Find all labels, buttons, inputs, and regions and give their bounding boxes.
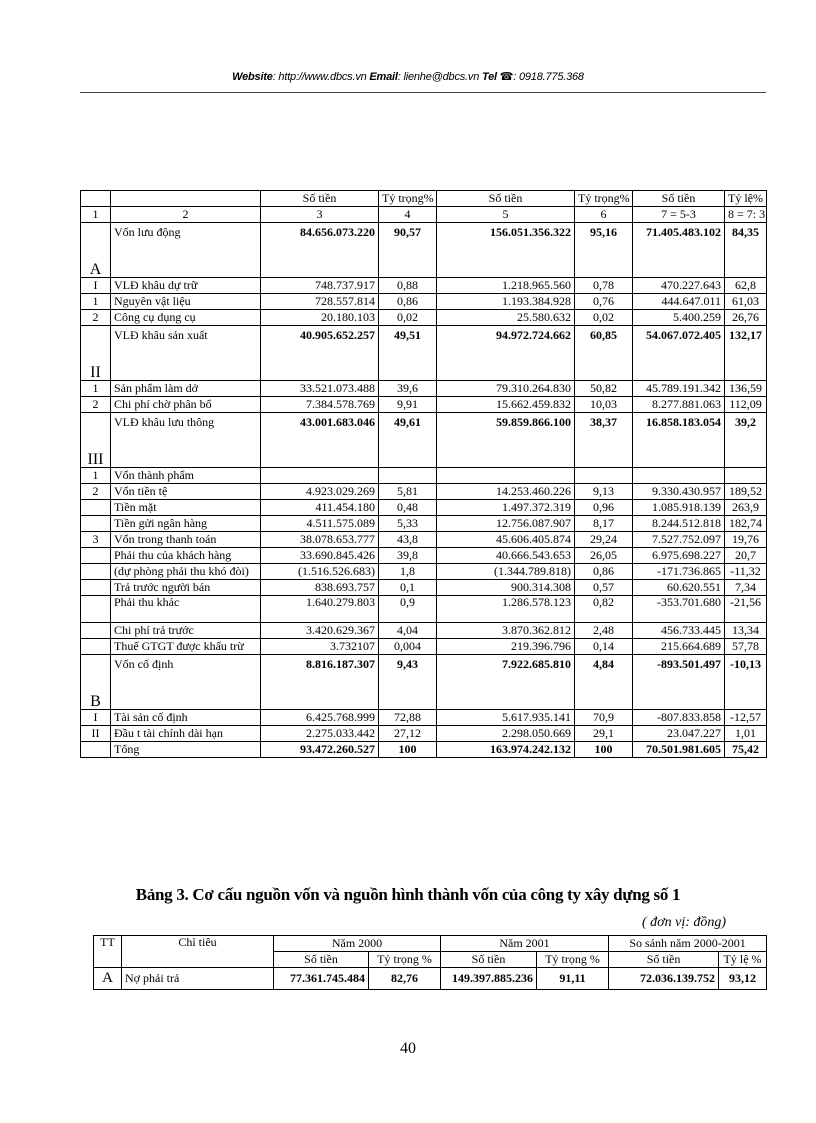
cell-value: 1.640.279.803 <box>261 596 379 623</box>
cell-value: 94.972.724.662 <box>437 326 575 381</box>
cell-value: 38.078.653.777 <box>261 532 379 548</box>
row-code <box>81 548 111 564</box>
cell-value: 9.330.430.957 <box>633 484 725 500</box>
cell-value: 3.870.362.812 <box>437 623 575 639</box>
cell-value: 50,82 <box>575 381 633 397</box>
cell-value: 132,17 <box>725 326 767 381</box>
cell-value: 43,8 <box>379 532 437 548</box>
row-code <box>81 623 111 639</box>
cell-value: 1,8 <box>379 564 437 580</box>
row-name: Sản phẩm làm dở <box>111 381 261 397</box>
table-row <box>81 326 767 381</box>
col-number: 8 = 7: 3 <box>725 207 767 223</box>
cell-value: 84,35 <box>725 223 767 278</box>
cell-value: 100 <box>379 742 437 758</box>
table-row <box>81 278 767 294</box>
row-name: Vốn trong thanh toán <box>111 532 261 548</box>
cell-value: -807.833.858 <box>633 710 725 726</box>
cell-value: 8.277.881.063 <box>633 397 725 413</box>
cell-value: 1.218.965.560 <box>437 278 575 294</box>
cell-value: 95,16 <box>575 223 633 278</box>
cell-value: 13,34 <box>725 623 767 639</box>
cell-value: 39,8 <box>379 548 437 564</box>
cell-value: 0,86 <box>379 294 437 310</box>
row-code: I <box>81 278 111 294</box>
cell-value: 26,05 <box>575 548 633 564</box>
cell-value: 748.737.917 <box>261 278 379 294</box>
row-code: 2 <box>81 397 111 413</box>
table-row <box>81 532 767 548</box>
cell-value <box>379 468 437 484</box>
row-name: Vốn lưu động <box>111 223 261 278</box>
page-header <box>0 70 816 83</box>
cell-value: 0,78 <box>575 278 633 294</box>
row-name: Công cụ dụng cụ <box>111 310 261 326</box>
cell-value: 2.275.033.442 <box>261 726 379 742</box>
cell-value: 9,43 <box>379 655 437 710</box>
table-row <box>94 968 767 990</box>
cell-value: 2.298.050.669 <box>437 726 575 742</box>
table-row <box>81 468 767 484</box>
cell-value: 444.647.011 <box>633 294 725 310</box>
cell-value <box>437 468 575 484</box>
cell-value: -12,57 <box>725 710 767 726</box>
cell-value: 72.036.139.752 <box>609 968 719 990</box>
cell-value: 33.690.845.426 <box>261 548 379 564</box>
cell-value: 29,1 <box>575 726 633 742</box>
col-number: 4 <box>379 207 437 223</box>
sub-header: Số tiền <box>274 952 369 968</box>
year2000-header: Năm 2000 <box>274 936 441 952</box>
cell-value: 79.310.264.830 <box>437 381 575 397</box>
table-header-row <box>81 191 767 207</box>
cell-value: 263,9 <box>725 500 767 516</box>
cell-value: 0,02 <box>379 310 437 326</box>
cell-value: 0,004 <box>379 639 437 655</box>
cell-value: 40.905.652.257 <box>261 326 379 381</box>
cell-value: 7,34 <box>725 580 767 596</box>
cell-value: 1.286.578.123 <box>437 596 575 623</box>
cell-value: 7.527.752.097 <box>633 532 725 548</box>
cell-value: 39,6 <box>379 381 437 397</box>
cell-value: 0,14 <box>575 639 633 655</box>
capital-source-table <box>93 935 767 990</box>
cell-value: 3.732107 <box>261 639 379 655</box>
column-number-row <box>81 207 767 223</box>
cell-value: -171.736.865 <box>633 564 725 580</box>
page-number: 40 <box>400 1040 416 1057</box>
cell-value: 182,74 <box>725 516 767 532</box>
cell-value: 20,7 <box>725 548 767 564</box>
row-code: 3 <box>81 532 111 548</box>
row-code: III <box>81 413 111 468</box>
cell-value: 29,24 <box>575 532 633 548</box>
row-name: Tài sản cố định <box>111 710 261 726</box>
cell-value: 2,48 <box>575 623 633 639</box>
row-name: Chi phí chờ phân bổ <box>111 397 261 413</box>
row-name: Vốn thành phẩm <box>111 468 261 484</box>
cell-value: 8,17 <box>575 516 633 532</box>
cell-value: 25.580.632 <box>437 310 575 326</box>
cell-value: 61,03 <box>725 294 767 310</box>
cell-value: 38,37 <box>575 413 633 468</box>
row-code: 1 <box>81 294 111 310</box>
cell-value: -893.501.497 <box>633 655 725 710</box>
cell-value: 163.974.242.132 <box>437 742 575 758</box>
table-row <box>81 596 767 623</box>
table-row <box>81 655 767 710</box>
cell-value: 728.557.814 <box>261 294 379 310</box>
table-row <box>81 580 767 596</box>
row-code: I <box>81 710 111 726</box>
cell-value: 62,8 <box>725 278 767 294</box>
website-value[interactable]: : http://www.dbcs.vn <box>272 71 367 83</box>
cell-value: 49,61 <box>379 413 437 468</box>
cell-value: 15.662.459.832 <box>437 397 575 413</box>
table-row <box>81 639 767 655</box>
row-code: 1 <box>81 468 111 484</box>
chitieu-header: Chỉ tiêu <box>122 936 274 968</box>
cell-value: 6.975.698.227 <box>633 548 725 564</box>
cell-value: 0,9 <box>379 596 437 623</box>
email-label: Email <box>369 71 398 83</box>
cell-value: 0,86 <box>575 564 633 580</box>
row-name: Đầu t tài chính dài hạn <box>111 726 261 742</box>
col-header: Số tiền <box>437 191 575 207</box>
cell-value: 33.521.073.488 <box>261 381 379 397</box>
capital-structure-table <box>80 190 767 758</box>
table-row <box>81 397 767 413</box>
cell-value: -353.701.680 <box>633 596 725 623</box>
sub-header: Tỷ trọng % <box>537 952 609 968</box>
table-row <box>81 500 767 516</box>
col-number: 2 <box>111 207 261 223</box>
cell-value: 60,85 <box>575 326 633 381</box>
table-row <box>81 516 767 532</box>
row-name: Tiền mặt <box>111 500 261 516</box>
cell-value: 156.051.356.322 <box>437 223 575 278</box>
table-row <box>81 564 767 580</box>
col-number: 1 <box>81 207 111 223</box>
cell-value: 0,96 <box>575 500 633 516</box>
row-name: Chi phí trả trước <box>111 623 261 639</box>
col-number: 7 = 5-3 <box>633 207 725 223</box>
cell-value: 4,84 <box>575 655 633 710</box>
cell-value: -10,13 <box>725 655 767 710</box>
row-name: Nợ phải trả <box>122 968 274 990</box>
cell-value: 91,11 <box>537 968 609 990</box>
cell-value: 16.858.183.054 <box>633 413 725 468</box>
col-number: 3 <box>261 207 379 223</box>
col-number: 5 <box>437 207 575 223</box>
cell-value: 54.067.072.405 <box>633 326 725 381</box>
cell-value: 43.001.683.046 <box>261 413 379 468</box>
cell-value: 7.922.685.810 <box>437 655 575 710</box>
col-header: Số tiền <box>261 191 379 207</box>
table-row <box>81 548 767 564</box>
col-number: 6 <box>575 207 633 223</box>
cell-value: 189,52 <box>725 484 767 500</box>
capital-structure-body <box>81 191 767 758</box>
cell-value: 3.420.629.367 <box>261 623 379 639</box>
cell-value: 0,57 <box>575 580 633 596</box>
cell-value: 45.789.191.342 <box>633 381 725 397</box>
table-row <box>81 381 767 397</box>
row-name: VLĐ khâu sản xuất <box>111 326 261 381</box>
cell-value: 0,02 <box>575 310 633 326</box>
cell-value: 57,78 <box>725 639 767 655</box>
cell-value: 93.472.260.527 <box>261 742 379 758</box>
cell-value: 100 <box>575 742 633 758</box>
cell-value: 0,82 <box>575 596 633 623</box>
sub-header: Số tiền <box>441 952 537 968</box>
row-code <box>81 516 111 532</box>
cell-value: 20.180.103 <box>261 310 379 326</box>
row-name: Phải thu của khách hàng <box>111 548 261 564</box>
table-row <box>81 223 767 278</box>
row-name: VLĐ khâu lưu thông <box>111 413 261 468</box>
cell-value: 23.047.227 <box>633 726 725 742</box>
sub-header: Tỷ trọng % <box>369 952 441 968</box>
cell-value: 19,76 <box>725 532 767 548</box>
header-divider <box>80 92 766 93</box>
cell-value: (1.344.789.818) <box>437 564 575 580</box>
cell-value: 60.620.551 <box>633 580 725 596</box>
cell-value: 7.384.578.769 <box>261 397 379 413</box>
cell-value: 12.756.087.907 <box>437 516 575 532</box>
row-code <box>81 580 111 596</box>
cell-value: 4.511.575.089 <box>261 516 379 532</box>
table-row <box>81 726 767 742</box>
cell-value: 77.361.745.484 <box>274 968 369 990</box>
table-row <box>81 484 767 500</box>
cell-value: 84.656.073.220 <box>261 223 379 278</box>
row-code <box>81 639 111 655</box>
row-code <box>81 500 111 516</box>
cell-value: 71.405.483.102 <box>633 223 725 278</box>
cell-value: 26,76 <box>725 310 767 326</box>
sub-header: Số tiền <box>609 952 719 968</box>
cell-value: 9,13 <box>575 484 633 500</box>
cell-value: 1.497.372.319 <box>437 500 575 516</box>
row-code: 2 <box>81 484 111 500</box>
row-code: II <box>81 326 111 381</box>
cell-value: 838.693.757 <box>261 580 379 596</box>
cell-value: 1.085.918.139 <box>633 500 725 516</box>
cell-value: -11,32 <box>725 564 767 580</box>
row-code: 1 <box>81 381 111 397</box>
cell-value: 149.397.885.236 <box>441 968 537 990</box>
cell-value: 6.425.768.999 <box>261 710 379 726</box>
cell-value: 10,03 <box>575 397 633 413</box>
cell-value: 5.617.935.141 <box>437 710 575 726</box>
table-row <box>81 742 767 758</box>
row-name: Nguyên vật liệu <box>111 294 261 310</box>
cell-value <box>261 468 379 484</box>
tt-header: TT <box>94 936 122 968</box>
cell-value: 0,88 <box>379 278 437 294</box>
row-code <box>81 564 111 580</box>
cell-value <box>633 468 725 484</box>
phone-icon: ☎ <box>499 71 514 83</box>
cell-value: 9,91 <box>379 397 437 413</box>
cell-value: 112,09 <box>725 397 767 413</box>
row-code: A <box>81 223 111 278</box>
sub-header: Tỷ lệ % <box>719 952 767 968</box>
cell-value <box>725 468 767 484</box>
table3-title: Bảng 3. Cơ cấu nguồn vốn và nguồn hình thành vốn của công ty xây dựng số 1 <box>135 885 681 904</box>
row-name: Trả trước người bán <box>111 580 261 596</box>
cell-value: 215.664.689 <box>633 639 725 655</box>
cell-value: 82,76 <box>369 968 441 990</box>
col-header: Tỷ lệ% <box>725 191 767 207</box>
row-code: II <box>81 726 111 742</box>
col-header: Tỷ trọng% <box>379 191 437 207</box>
table2-header-row <box>94 936 767 952</box>
row-name: Phải thu khác <box>111 596 261 623</box>
row-code <box>81 742 111 758</box>
row-name: (dự phòng phải thu khó đòi) <box>111 564 261 580</box>
table-row <box>81 413 767 468</box>
row-name: Vốn tiền tệ <box>111 484 261 500</box>
cell-value: (1.516.526.683) <box>261 564 379 580</box>
table-row <box>81 710 767 726</box>
col-header: Số tiền <box>633 191 725 207</box>
compare-header: So sánh năm 2000-2001 <box>609 936 767 952</box>
cell-value: 70,9 <box>575 710 633 726</box>
table-row <box>81 310 767 326</box>
cell-value: 900.314.308 <box>437 580 575 596</box>
cell-value: 8.244.512.818 <box>633 516 725 532</box>
cell-value: 411.454.180 <box>261 500 379 516</box>
tel-label: Tel <box>481 71 497 83</box>
cell-value: 4.923.029.269 <box>261 484 379 500</box>
cell-value: 8.816.187.307 <box>261 655 379 710</box>
cell-value: 14.253.460.226 <box>437 484 575 500</box>
cell-value: -21,56 <box>725 596 767 623</box>
row-name: Thuế GTGT được khấu trừ <box>111 639 261 655</box>
row-code: B <box>81 655 111 710</box>
table-row <box>81 294 767 310</box>
cell-value: 470.227.643 <box>633 278 725 294</box>
cell-value: 0,1 <box>379 580 437 596</box>
cell-value: 1,01 <box>725 726 767 742</box>
cell-value: 5,81 <box>379 484 437 500</box>
table-row <box>81 623 767 639</box>
cell-value: 70.501.981.605 <box>633 742 725 758</box>
cell-value: 59.859.866.100 <box>437 413 575 468</box>
row-code: 2 <box>81 310 111 326</box>
cell-value: 5.400.259 <box>633 310 725 326</box>
cell-value: 0,48 <box>379 500 437 516</box>
row-name: Tổng <box>111 742 261 758</box>
cell-value: 27,12 <box>379 726 437 742</box>
row-name: Tiền gửi ngân hàng <box>111 516 261 532</box>
cell-value: 90,57 <box>379 223 437 278</box>
row-code: A <box>94 968 122 990</box>
cell-value: 136,59 <box>725 381 767 397</box>
cell-value: 4,04 <box>379 623 437 639</box>
cell-value: 49,51 <box>379 326 437 381</box>
row-name: Vốn cố định <box>111 655 261 710</box>
cell-value: 72,88 <box>379 710 437 726</box>
cell-value <box>575 468 633 484</box>
cell-value: 219.396.796 <box>437 639 575 655</box>
cell-value: 93,12 <box>719 968 767 990</box>
cell-value: 456.733.445 <box>633 623 725 639</box>
cell-value: 39,2 <box>725 413 767 468</box>
cell-value: 75,42 <box>725 742 767 758</box>
row-name: VLĐ khâu dự trữ <box>111 278 261 294</box>
col-header: Tỷ trọng% <box>575 191 633 207</box>
tel-value: : 0918.775.368 <box>513 71 584 83</box>
email-value[interactable]: : lienhe@dbcs.vn <box>397 71 480 83</box>
year2001-header: Năm 2001 <box>441 936 609 952</box>
cell-value: 0,76 <box>575 294 633 310</box>
unit-note: ( đơn vị: đồng) <box>642 915 727 930</box>
cell-value: 45.606.405.874 <box>437 532 575 548</box>
cell-value: 1.193.384.928 <box>437 294 575 310</box>
cell-value: 40.666.543.653 <box>437 548 575 564</box>
cell-value: 5,33 <box>379 516 437 532</box>
website-label: Website <box>232 71 273 83</box>
row-code <box>81 596 111 623</box>
